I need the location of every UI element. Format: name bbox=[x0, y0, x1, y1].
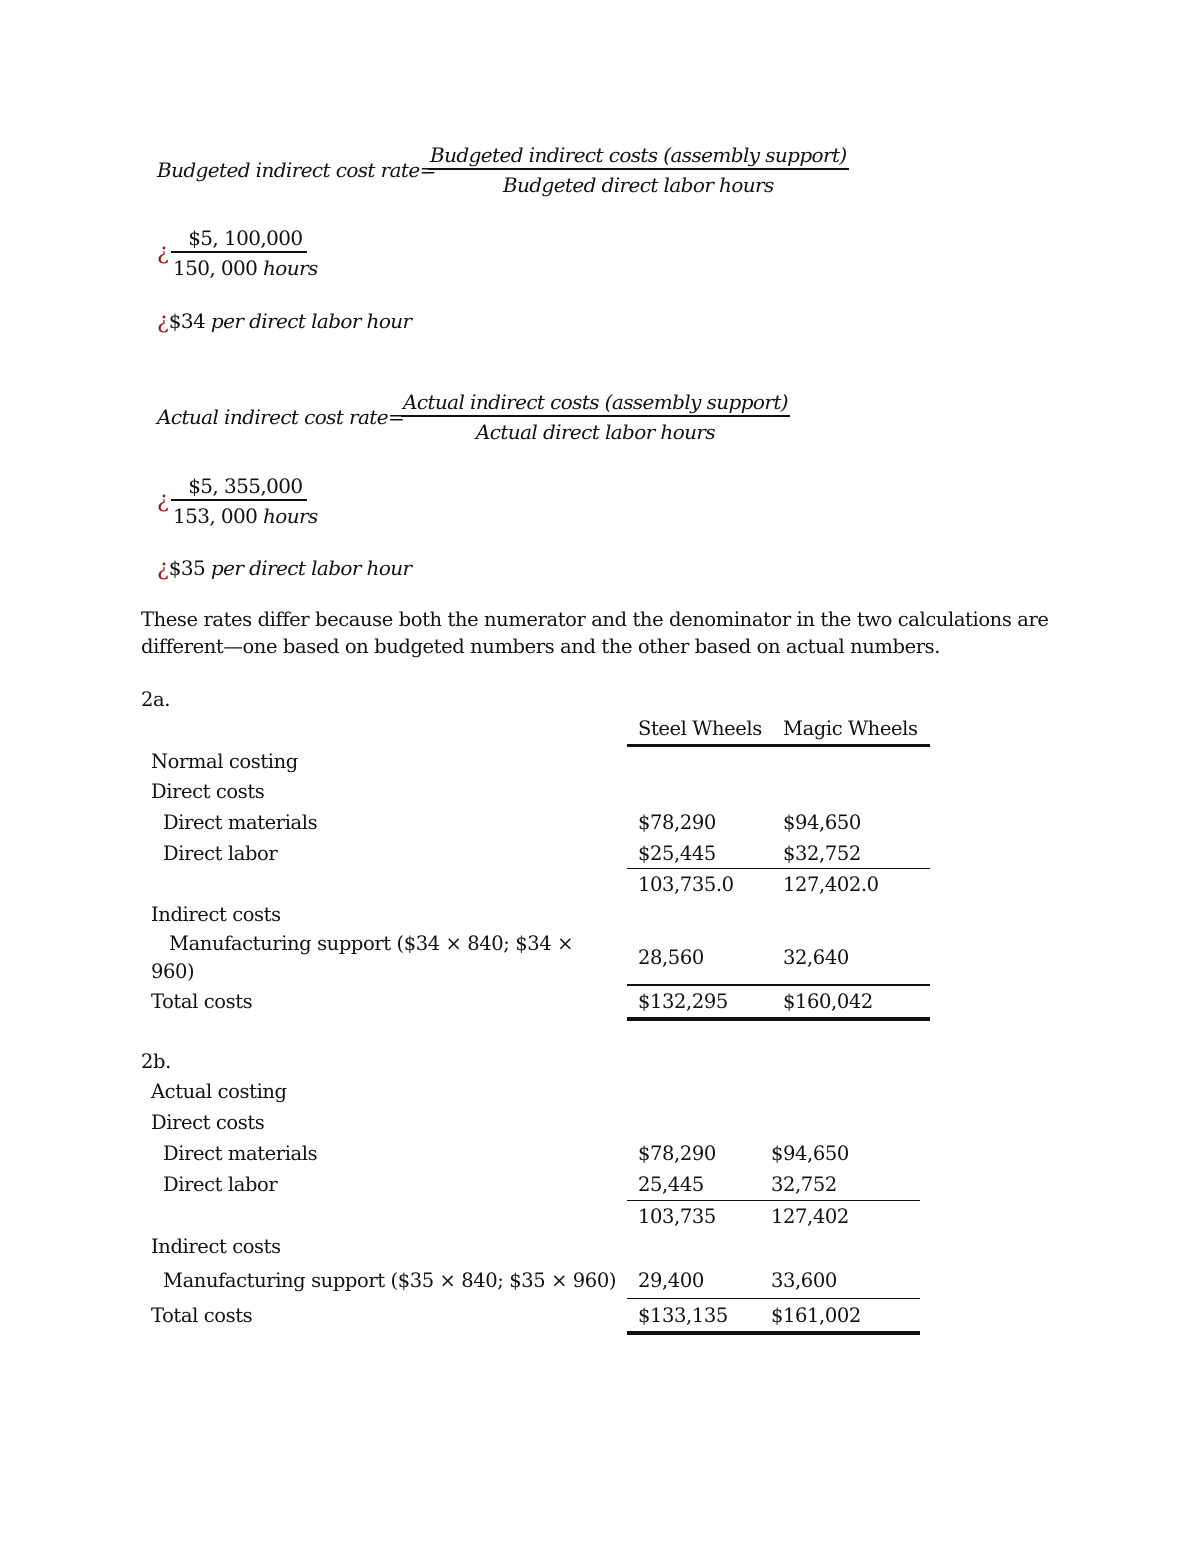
2b-indirect-costs-label: Indirect costs bbox=[151, 1235, 281, 1258]
2a-direct-labor-label: Direct labor bbox=[163, 842, 278, 865]
part-2a-label: 2a. bbox=[141, 688, 171, 711]
eq2-fraction-bar bbox=[401, 415, 790, 417]
2a-direct-costs-label: Direct costs bbox=[151, 780, 265, 803]
actual-costing-label: Actual costing bbox=[151, 1080, 287, 1103]
eq2-step2-value: $35 bbox=[168, 556, 206, 580]
eq1-step2-text: per direct labor hour bbox=[205, 309, 412, 333]
eq1-step2-mark: ¿ bbox=[157, 309, 169, 334]
eq2-denominator: Actual direct labor hours bbox=[475, 420, 716, 444]
eq1-step1-mark: ¿ bbox=[157, 240, 169, 265]
eq2-lhs: Actual indirect cost rate= bbox=[157, 405, 405, 429]
2b-subtotal-magic: 127,402 bbox=[771, 1205, 849, 1228]
2b-direct-materials-label: Direct materials bbox=[163, 1142, 318, 1165]
header-underline bbox=[627, 744, 930, 747]
2a-total-top-line bbox=[627, 984, 930, 986]
eq2-numerator: Actual indirect costs (assembly support) bbox=[403, 390, 788, 414]
eq2-fraction bbox=[401, 390, 790, 444]
part-2b-label: 2b. bbox=[141, 1050, 171, 1073]
2b-direct-costs-label: Direct costs bbox=[151, 1111, 265, 1134]
explanation-line-1: These rates differ because both the numerator and the denominator in the two calculations are bbox=[141, 608, 1049, 631]
2b-total-steel: $133,135 bbox=[638, 1304, 728, 1327]
eq1-denominator: Budgeted direct labor hours bbox=[502, 173, 774, 197]
eq1-step1-den-number: 150, 000 bbox=[173, 256, 258, 280]
2b-total-costs-label: Total costs bbox=[151, 1304, 253, 1327]
eq1-fraction bbox=[428, 143, 849, 197]
2a-subtotal-steel: 103,735.0 bbox=[638, 873, 734, 896]
2b-total-magic: $161,002 bbox=[771, 1304, 861, 1327]
eq2-step1-mark: ¿ bbox=[157, 488, 169, 513]
eq2-step1-fraction bbox=[171, 474, 320, 528]
2a-dl-magic: $32,752 bbox=[783, 842, 861, 865]
eq1-numerator: Budgeted indirect costs (assembly support) bbox=[430, 143, 847, 167]
eq1-step1-numerator: $5, 100,000 bbox=[188, 226, 303, 250]
2a-direct-materials-label: Direct materials bbox=[163, 811, 318, 834]
eq1-step1-den-unit: hours bbox=[257, 256, 318, 280]
2b-dm-steel: $78,290 bbox=[638, 1142, 716, 1165]
eq2-step1-bar bbox=[171, 499, 307, 501]
2a-total-costs-label: Total costs bbox=[151, 990, 253, 1013]
2b-total-double-underline bbox=[627, 1331, 920, 1335]
2b-subtotal-steel: 103,735 bbox=[638, 1205, 716, 1228]
eq2-step1-den-number: 153, 000 bbox=[173, 504, 258, 528]
eq2-step2-mark: ¿ bbox=[157, 556, 169, 581]
col-header-steel-wheels: Steel Wheels bbox=[638, 717, 762, 740]
2b-dl-steel: 25,445 bbox=[638, 1173, 704, 1196]
2a-subtotal-magic: 127,402.0 bbox=[783, 873, 879, 896]
2a-dm-steel: $78,290 bbox=[638, 811, 716, 834]
2a-total-double-underline bbox=[627, 1017, 930, 1021]
2a-ms-steel: 28,560 bbox=[638, 946, 704, 969]
explanation-line-2: different—one based on budgeted numbers and the other based on actual numbers. bbox=[141, 635, 941, 658]
2a-dm-magic: $94,650 bbox=[783, 811, 861, 834]
col-header-magic-wheels: Magic Wheels bbox=[783, 717, 918, 740]
2b-mfg-support-label: Manufacturing support ($35 × 840; $35 × 960) bbox=[163, 1269, 617, 1292]
2b-dl-magic: 32,752 bbox=[771, 1173, 837, 1196]
eq1-fraction-bar bbox=[428, 168, 849, 170]
2a-subtotal-line bbox=[627, 868, 930, 869]
eq2-step1-numerator: $5, 355,000 bbox=[188, 474, 303, 498]
2a-ms-magic: 32,640 bbox=[783, 946, 849, 969]
2a-total-magic: $160,042 bbox=[783, 990, 873, 1013]
2b-total-top-line bbox=[627, 1298, 920, 1299]
eq1-step2-value: $34 bbox=[168, 309, 206, 333]
2b-subtotal-line bbox=[627, 1200, 920, 1201]
eq2-step2-text: per direct labor hour bbox=[205, 556, 412, 580]
2b-dm-magic: $94,650 bbox=[771, 1142, 849, 1165]
2a-indirect-costs-label: Indirect costs bbox=[151, 903, 281, 926]
normal-costing-label: Normal costing bbox=[151, 750, 298, 773]
2b-direct-labor-label: Direct labor bbox=[163, 1173, 278, 1196]
eq1-step1-bar bbox=[171, 251, 307, 253]
2b-ms-steel: 29,400 bbox=[638, 1269, 704, 1292]
eq2-step2 bbox=[157, 556, 412, 581]
eq1-step1-fraction bbox=[171, 226, 320, 280]
eq1-step2 bbox=[157, 309, 412, 334]
2a-total-steel: $132,295 bbox=[638, 990, 728, 1013]
2b-ms-magic: 33,600 bbox=[771, 1269, 837, 1292]
2a-mfg-support-label-line-1: Manufacturing support ($34 × 840; $34 × bbox=[169, 932, 574, 955]
eq1-lhs: Budgeted indirect cost rate= bbox=[157, 158, 436, 182]
eq2-step1-den-unit: hours bbox=[257, 504, 318, 528]
2a-mfg-support-label-line-2: 960) bbox=[151, 960, 195, 983]
2a-dl-steel: $25,445 bbox=[638, 842, 716, 865]
